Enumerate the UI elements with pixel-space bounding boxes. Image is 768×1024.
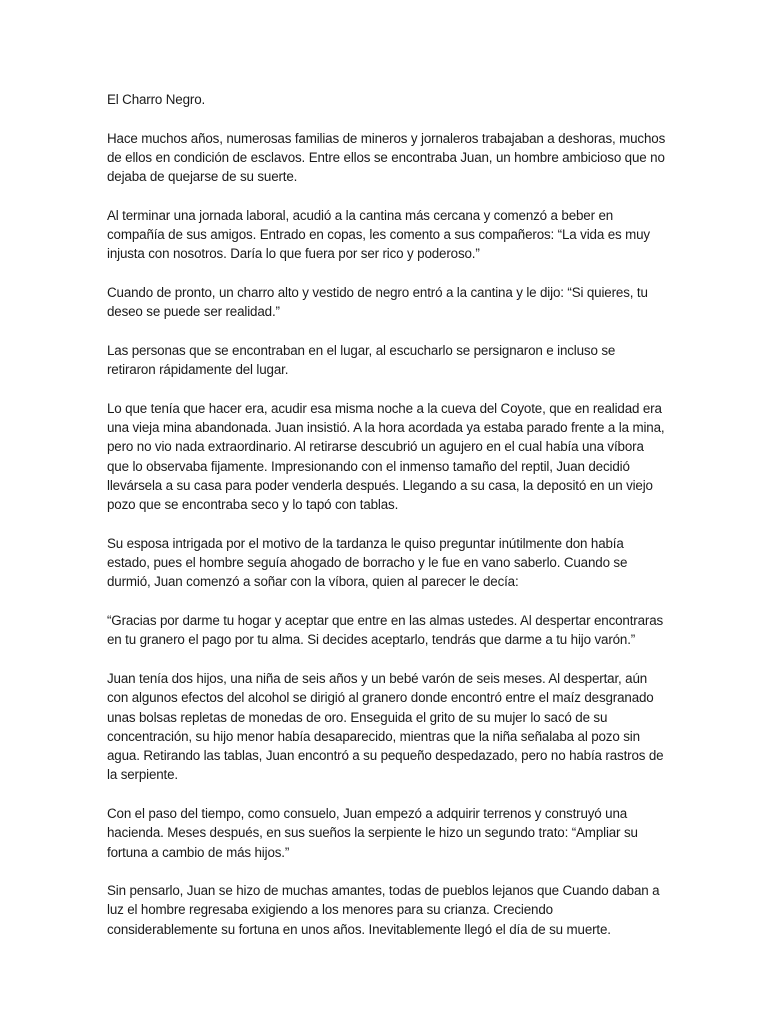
paragraph: “Gracias por darme tu hogar y aceptar que entre en las almas ustedes. Al despertar encontraras en tu granero el pago por tu alma. Si decides aceptarlo, tendrás que darme a tu hijo varón.” [107,613,664,648]
paragraph: Con el paso del tiempo, como consuelo, Juan empezó a adquirir terrenos y construyó una hacienda. Meses después, en sus sueños la serpiente le hizo un segundo trato: “Ampliar su fortuna a cambio de más hijos.” [107,805,638,860]
paragraph: Las personas que se encontraban en el lugar, al escucharlo se persignaron e incluso se retiraron rápidamente del lugar. [107,342,616,378]
document-title: El Charro Negro. [107,92,206,107]
paragraph: Cuando de pronto, un charro alto y vestido de negro entró a la cantina y le dijo: “Si quieres, tu deseo se puede ser realidad.” [107,284,648,320]
paragraph: Lo que tenía que hacer era, acudir esa misma noche a la cueva del Coyote, que en realidad era una vieja mina abandonada. Juan insistió. A la hora acordada ya estaba parado frente a la mina, pero no vio nada extraordinario. Al retirarse descubrió un agujero en el cual había una víbora que lo observaba fijamente. Impresionando con el inmenso tamaño del reptil, Juan decidió llevársela a su casa para poder venderla después. Llegando a su casa, la depositó en un viejo pozo que se encontraba seco y lo tapó con tablas. [107,400,665,513]
document-body [107,90,667,958]
paragraph: Hace muchos años, numerosas familias de mineros y jornaleros trabajaban a deshoras, muchos de ellos en condición de esclavos. Entre ellos se encontraba Juan, un hombre ambicioso que no dejaba de quejarse de su suerte. [107,130,666,185]
paragraph: Juan tenía dos hijos, una niña de seis años y un bebé varón de seis meses. Al despertar, aún con algunos efectos del alcohol se dirigió al granero donde encontró entre el maíz desgranado unas bolsas repletas de monedas de oro. Enseguida el grito de su mujer lo sacó de su concentración, su hijo menor había desaparecido, mientras que la niña señalaba al pozo sin agua. Retirando las tablas, Juan encontró a su pequeño despedazado, pero no había rastros de la serpiente. [107,670,664,783]
paragraph: Al terminar una jornada laboral, acudió a la cantina más cercana y comenzó a beber en compañía de sus amigos. Entrado en copas, les comento a sus compañeros: “La vida es muy injusta con nosotros. Daría lo que fuera por ser rico y poderoso.” [107,207,650,262]
paragraph: Su esposa intrigada por el motivo de la tardanza le quiso preguntar inútilmente don había estado, pues el hombre seguía ahogado de borracho y le fue en vano saberlo. Cuando se durmió, Juan comenzó a soñar con la víbora, quien al parecer le decía: [107,535,628,590]
paragraph: Sin pensarlo, Juan se hizo de muchas amantes, todas de pueblos lejanos que Cuando daban a luz el hombre regresaba exigiendo a los menores para su crianza. Creciendo considerablemente su fortuna en unos años. Inevitablemente llegó el día de su muerte. [107,883,660,937]
